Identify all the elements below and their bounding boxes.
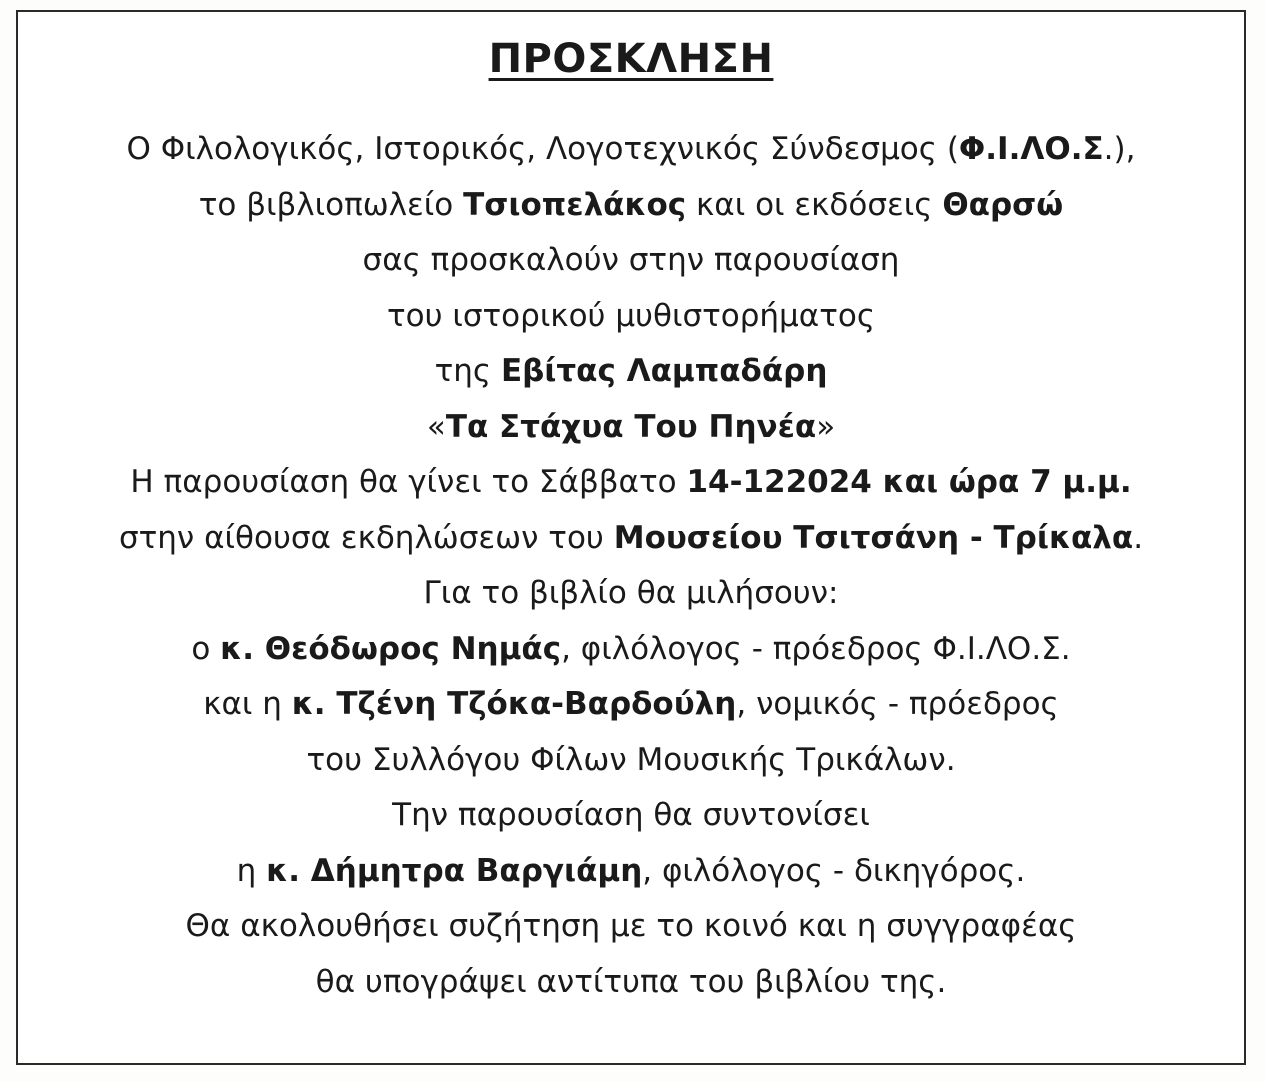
line-text: .), bbox=[1103, 131, 1136, 167]
line-text: σας προσκαλούν στην παρουσίαση bbox=[362, 242, 900, 278]
text-line-discussion bbox=[18, 899, 1244, 955]
line-text: . bbox=[1133, 519, 1144, 556]
text-line-book-title bbox=[18, 400, 1244, 456]
text-line-novel bbox=[18, 289, 1244, 345]
line-text: , νομικός - πρόεδρος bbox=[736, 686, 1059, 722]
line-text-bold: Τα Στάχυα Του Πηνέα bbox=[445, 408, 817, 445]
line-text: Ο Φιλολογικός, Ιστορικός, Λογοτεχνικός Σύνδεσμος ( bbox=[126, 131, 959, 167]
line-text-bold: Εβίτας Λαμπαδάρη bbox=[500, 353, 828, 389]
line-text-bold: Τσιοπελάκος bbox=[463, 186, 687, 223]
line-text: το βιβλιοπωλείο bbox=[198, 186, 464, 223]
line-text-bold: κ. Θεόδωρος Νημάς bbox=[220, 630, 562, 667]
text-line-speaker-1 bbox=[18, 622, 1244, 678]
line-text: του ιστορικού μυθιστορήματος bbox=[386, 297, 876, 334]
line-text: Για το βιβλίο θα μιλήσουν: bbox=[423, 575, 839, 611]
line-text: Θα ακολουθήσει συζήτηση με το κοινό και η συγγραφέας bbox=[185, 908, 1077, 944]
line-text: Την παρουσίαση θα συντονίσει bbox=[392, 797, 870, 833]
line-text: Η παρουσίαση θα γίνει το Σάββατο bbox=[130, 464, 687, 500]
text-line-date bbox=[18, 455, 1244, 511]
line-text-bold: Φ.Ι.ΛΟ.Σ bbox=[958, 131, 1104, 167]
invitation-frame bbox=[16, 10, 1246, 1065]
line-text: « bbox=[426, 408, 446, 445]
line-text: θα υπογράψει αντίτυπα του βιβλίου της. bbox=[315, 963, 947, 1000]
line-text: η bbox=[236, 852, 267, 889]
line-text: , φιλόλογος - δικηγόρος. bbox=[642, 852, 1026, 889]
text-line-author bbox=[18, 344, 1244, 400]
invitation-body bbox=[18, 122, 1244, 1010]
line-text: της bbox=[434, 353, 501, 389]
text-line-speakers-intro bbox=[18, 566, 1244, 622]
text-line-moderator-intro bbox=[18, 788, 1244, 844]
line-text: στην αίθουσα εκδηλώσεων του bbox=[118, 519, 614, 556]
text-line-signing bbox=[18, 955, 1244, 1011]
line-text-bold: κ. Δήμητρα Βαργιάμη bbox=[266, 852, 643, 889]
text-line-invite bbox=[18, 233, 1244, 289]
line-text-bold: Θαρσώ bbox=[942, 186, 1064, 223]
line-text-bold: 14-122024 και ώρα 7 μ.μ. bbox=[686, 464, 1132, 500]
line-text: και οι εκδόσεις bbox=[686, 186, 943, 223]
line-text: » bbox=[816, 408, 836, 445]
text-line-organizers bbox=[18, 122, 1244, 178]
text-line-bookstore bbox=[18, 178, 1244, 234]
text-line-speaker-2 bbox=[18, 677, 1244, 733]
line-text: και η bbox=[203, 686, 292, 722]
line-text: , φιλόλογος - πρόεδρος Φ.Ι.ΛΟ.Σ. bbox=[561, 630, 1071, 667]
text-line-venue bbox=[18, 511, 1244, 567]
text-line-moderator bbox=[18, 844, 1244, 900]
line-text: ο bbox=[191, 630, 221, 667]
line-text-bold: κ. Τζένη Τζόκα-Βαρδούλη bbox=[291, 686, 737, 722]
line-text-bold: Μουσείου Τσιτσάνη - Τρίκαλα bbox=[613, 519, 1134, 556]
text-line-speaker-2-org bbox=[18, 733, 1244, 789]
invitation-title: ΠΡΟΣΚΛΗΣΗ bbox=[488, 36, 774, 82]
line-text: του Συλλόγου Φίλων Μουσικής Τρικάλων. bbox=[306, 741, 956, 778]
